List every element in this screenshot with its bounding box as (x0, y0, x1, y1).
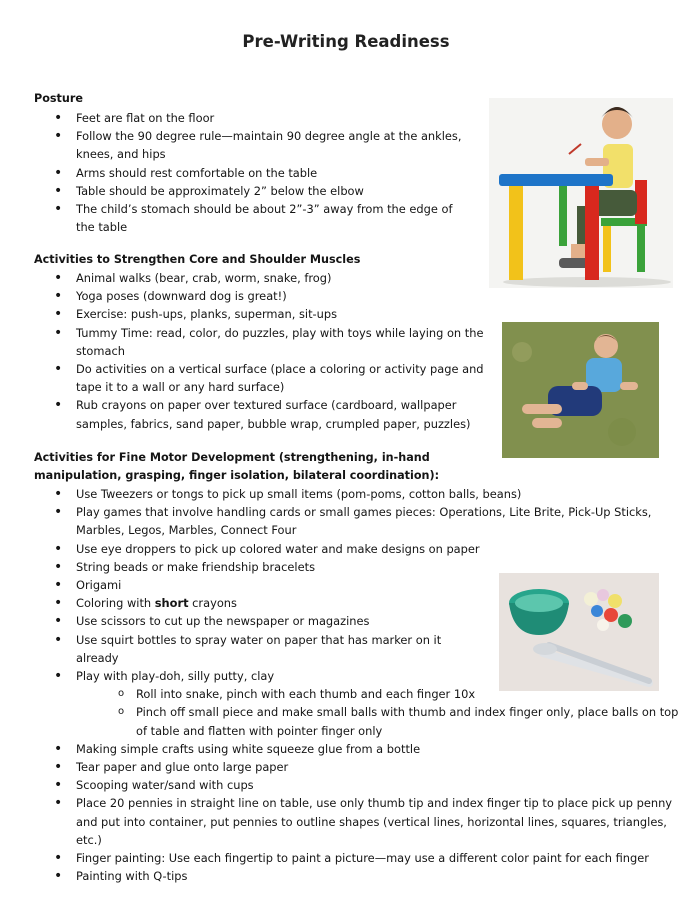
list-item: • String beads or make friendship bracelets (34, 558, 684, 576)
list-item: • Rub crayons on paper over textured surface (cardboard, wallpaper samples, fabrics, sand paper, bubble wrap, crumpled paper, puzzles) (34, 396, 494, 432)
page-title: Pre-Writing Readiness (242, 32, 450, 51)
list-item: • Animal walks (bear, crab, worm, snake, frog) (34, 269, 494, 287)
list-item: • Scooping water/sand with cups (34, 776, 684, 794)
list-item: • Yoga poses (downward dog is great!) (34, 287, 494, 305)
sub-list-item: o Roll into snake, pinch with each thumb and each finger 10x (76, 685, 684, 703)
list-item: • Play games that involve handling cards or small games pieces: Operations, Lite Brite, Pick-Up Sticks, Marbles, Legos, Marbles, Connect Four (34, 503, 684, 539)
list-item: • Exercise: push-ups, planks, superman, sit-ups (34, 305, 494, 323)
list-item: • Table should be approximately 2” below the elbow (34, 182, 474, 200)
list-item: • Do activities on a vertical surface (place a coloring or activity page and tape it to a wall or any hard surface) (34, 360, 494, 396)
list-item: • Place 20 pennies in straight line on table, use only thumb tip and index finger tip to place pick up penny and put into container, put pennies to outline shapes (vertical lines, horizontal lines, squares, triangles, etc.) (34, 794, 684, 849)
child-at-table-photo (489, 98, 673, 288)
coloring-suffix: crayons (188, 596, 237, 611)
list-item: • Use scissors to cut up the newspaper or magazines (34, 612, 684, 630)
sub-list-item: o Pinch off small piece and make small balls with thumb and index finger only, place balls on top of table and flatten with pointer finger only (76, 703, 684, 739)
list-item: • Follow the 90 degree rule—maintain 90 degree angle at the ankles, knees, and hips (34, 127, 474, 163)
bowl-pompoms-tongs-photo (499, 573, 659, 691)
list-item: • Use eye droppers to pick up colored water and make designs on paper (34, 540, 684, 558)
list-item: • Feet are flat on the floor (34, 109, 474, 127)
list-item: • Tear paper and glue onto large paper (34, 758, 684, 776)
core-list (34, 269, 494, 433)
list-item: • Use Tweezers or tongs to pick up small items (pom-poms, cotton balls, beans) (34, 485, 684, 503)
posture-list (34, 109, 474, 236)
list-item-text: Play with play-doh, silly putty, clay (76, 669, 275, 684)
list-item: • Tummy Time: read, color, do puzzles, play with toys while laying on the stomach (34, 324, 494, 360)
fine-motor-heading: Activities for Fine Motor Development (strengthening, in-hand manipulation, grasping, finger isolation, bilateral coordination): (34, 451, 440, 482)
core-heading: Activities to Strengthen Core and Shoulder Muscles (34, 253, 361, 266)
coloring-emphasis: short (154, 596, 189, 611)
list-item: • Finger painting: Use each fingertip to paint a picture—may use a different color paint for each finger (34, 849, 684, 867)
list-item: • Use squirt bottles to spray water on paper that has marker on it already (34, 631, 456, 667)
list-item: • Painting with Q-tips (34, 867, 684, 885)
coloring-prefix: Coloring with (76, 596, 155, 611)
posture-heading: Posture (34, 92, 83, 105)
list-item: • The child’s stomach should be about 2”-3” away from the edge of the table (34, 200, 474, 236)
list-item: • Origami (34, 576, 684, 594)
list-item: • Making simple crafts using white squeeze glue from a bottle (34, 740, 684, 758)
child-on-grass-photo (502, 322, 659, 458)
list-item: • Arms should rest comfortable on the table (34, 164, 474, 182)
sub-list (76, 685, 684, 740)
